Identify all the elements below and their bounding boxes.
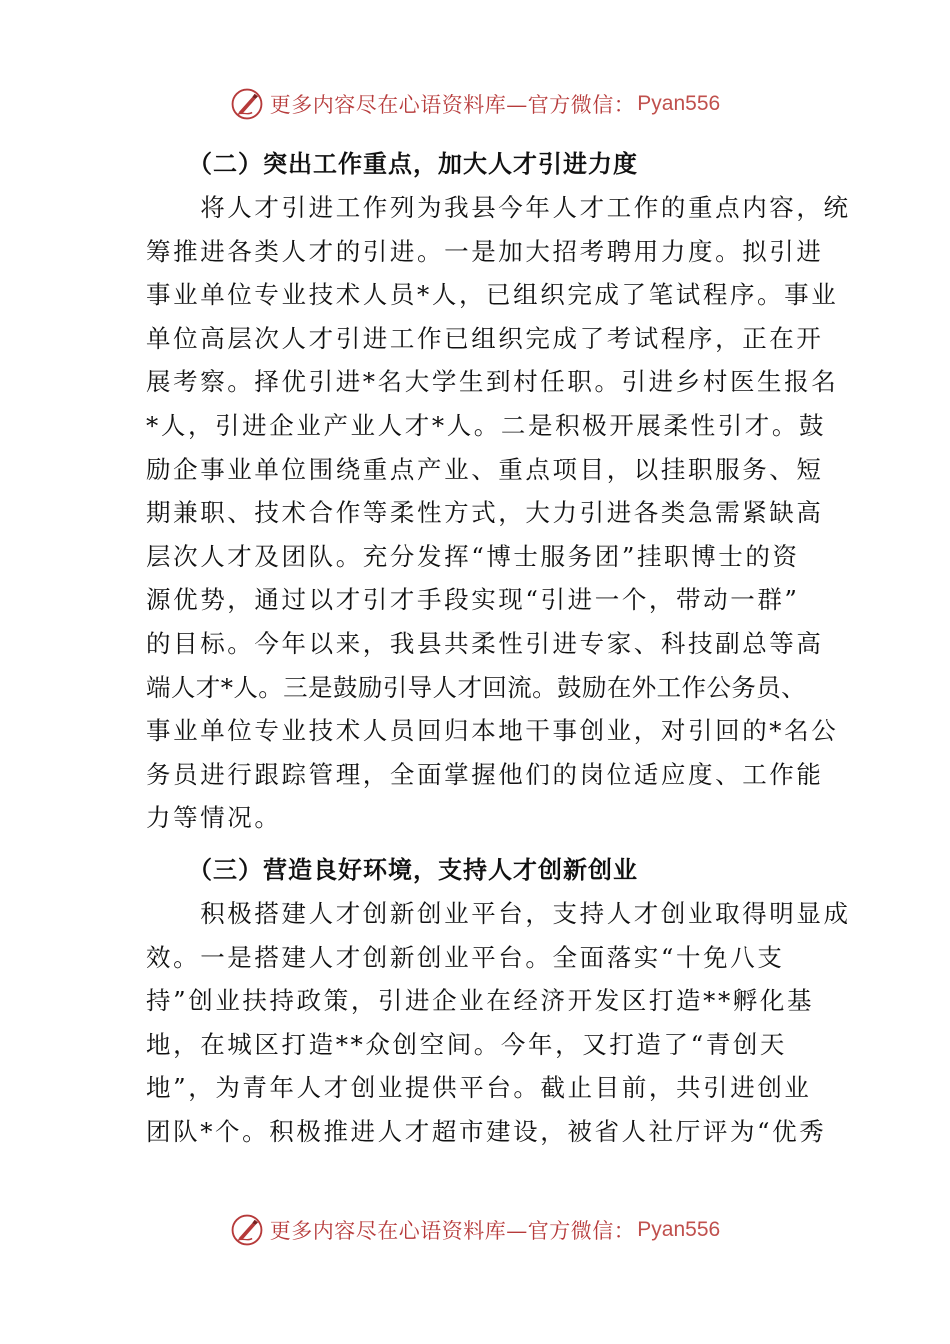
text-line: 将人才引进工作列为我县今年人才工作的重点内容，统 [146,193,851,222]
text-line: 力等情况。 [146,803,282,833]
section-heading: （二）突出工作重点，加大人才引进力度 [188,150,638,178]
document-body [146,142,851,1153]
paragraph [146,186,851,840]
text-line: 层次人才及团队。充分发挥“博士服务团”挂职博士的资 [146,541,800,571]
watermark-text: 更多内容尽在心语资料库—官方微信： [269,1219,636,1243]
pen-logo-icon [230,87,264,121]
text-line: 源优势，通过以才引才手段实现“引进一个，带动一群” [146,585,800,615]
section-heading: （三）营造良好环境，支持人才创新创业 [188,855,638,884]
text-line: 团队*个。积极推进人才超市建设，被省人社厅评为“优秀 [146,1116,827,1146]
text-line: 筹推进各类人才的引进。一是加大招考聘用力度。拟引进 [146,236,824,266]
text-line: 的目标。今年以来，我县共柔性引进专家、科技副总等高 [146,628,824,658]
text-line: 务员进行跟踪管理，全面掌握他们的岗位适应度、工作能 [146,759,824,789]
text-line: 事业单位专业技术人员*人，已组织完成了笔试程序。事业 [146,280,839,310]
paragraph [146,892,851,1154]
text-line: *人，引进企业产业人才*人。二是积极开展柔性引才。鼓 [146,410,827,440]
watermark-banner-bottom [0,1210,950,1250]
text-line: 单位高层次人才引进工作已组织完成了考试程序，正在开 [146,323,824,353]
text-line: 持”创业扶持政策，引进企业在经济开发区打造**孵化基 [146,986,815,1016]
watermark-text: 更多内容尽在心语资料库—官方微信： [269,93,636,117]
text-line: 展考察。择优引进*名大学生到村任职。引进乡村医生报名 [146,367,839,397]
text-line: 地”，为青年人才创业提供平台。截止目前，共引进创业 [146,1073,812,1103]
text-line: 积极搭建人才创新创业平台，支持人才创业取得明显成 [146,898,851,928]
watermark-banner-top [0,84,950,124]
text-line: 端人才*人。三是鼓励引导人才回流。鼓励在外工作公务员、 [146,672,807,702]
text-line: 期兼职、技术合作等柔性方式，大力引进各类急需紧缺高 [146,498,824,528]
text-line: 事业单位专业技术人员回归本地干事创业，对引回的*名公 [146,716,839,746]
watermark-wechat-id: Pyan556 [637,92,721,115]
pen-logo-icon [230,1213,264,1247]
text-line: 效。一是搭建人才创新创业平台。全面落实“十免八支 [146,942,785,972]
text-line: 励企事业单位围绕重点产业、重点项目，以挂职服务、短 [146,454,824,484]
watermark-wechat-id: Pyan556 [637,1218,721,1241]
text-line: 地，在城区打造**众创空间。今年，又打造了“青创天 [146,1029,788,1059]
